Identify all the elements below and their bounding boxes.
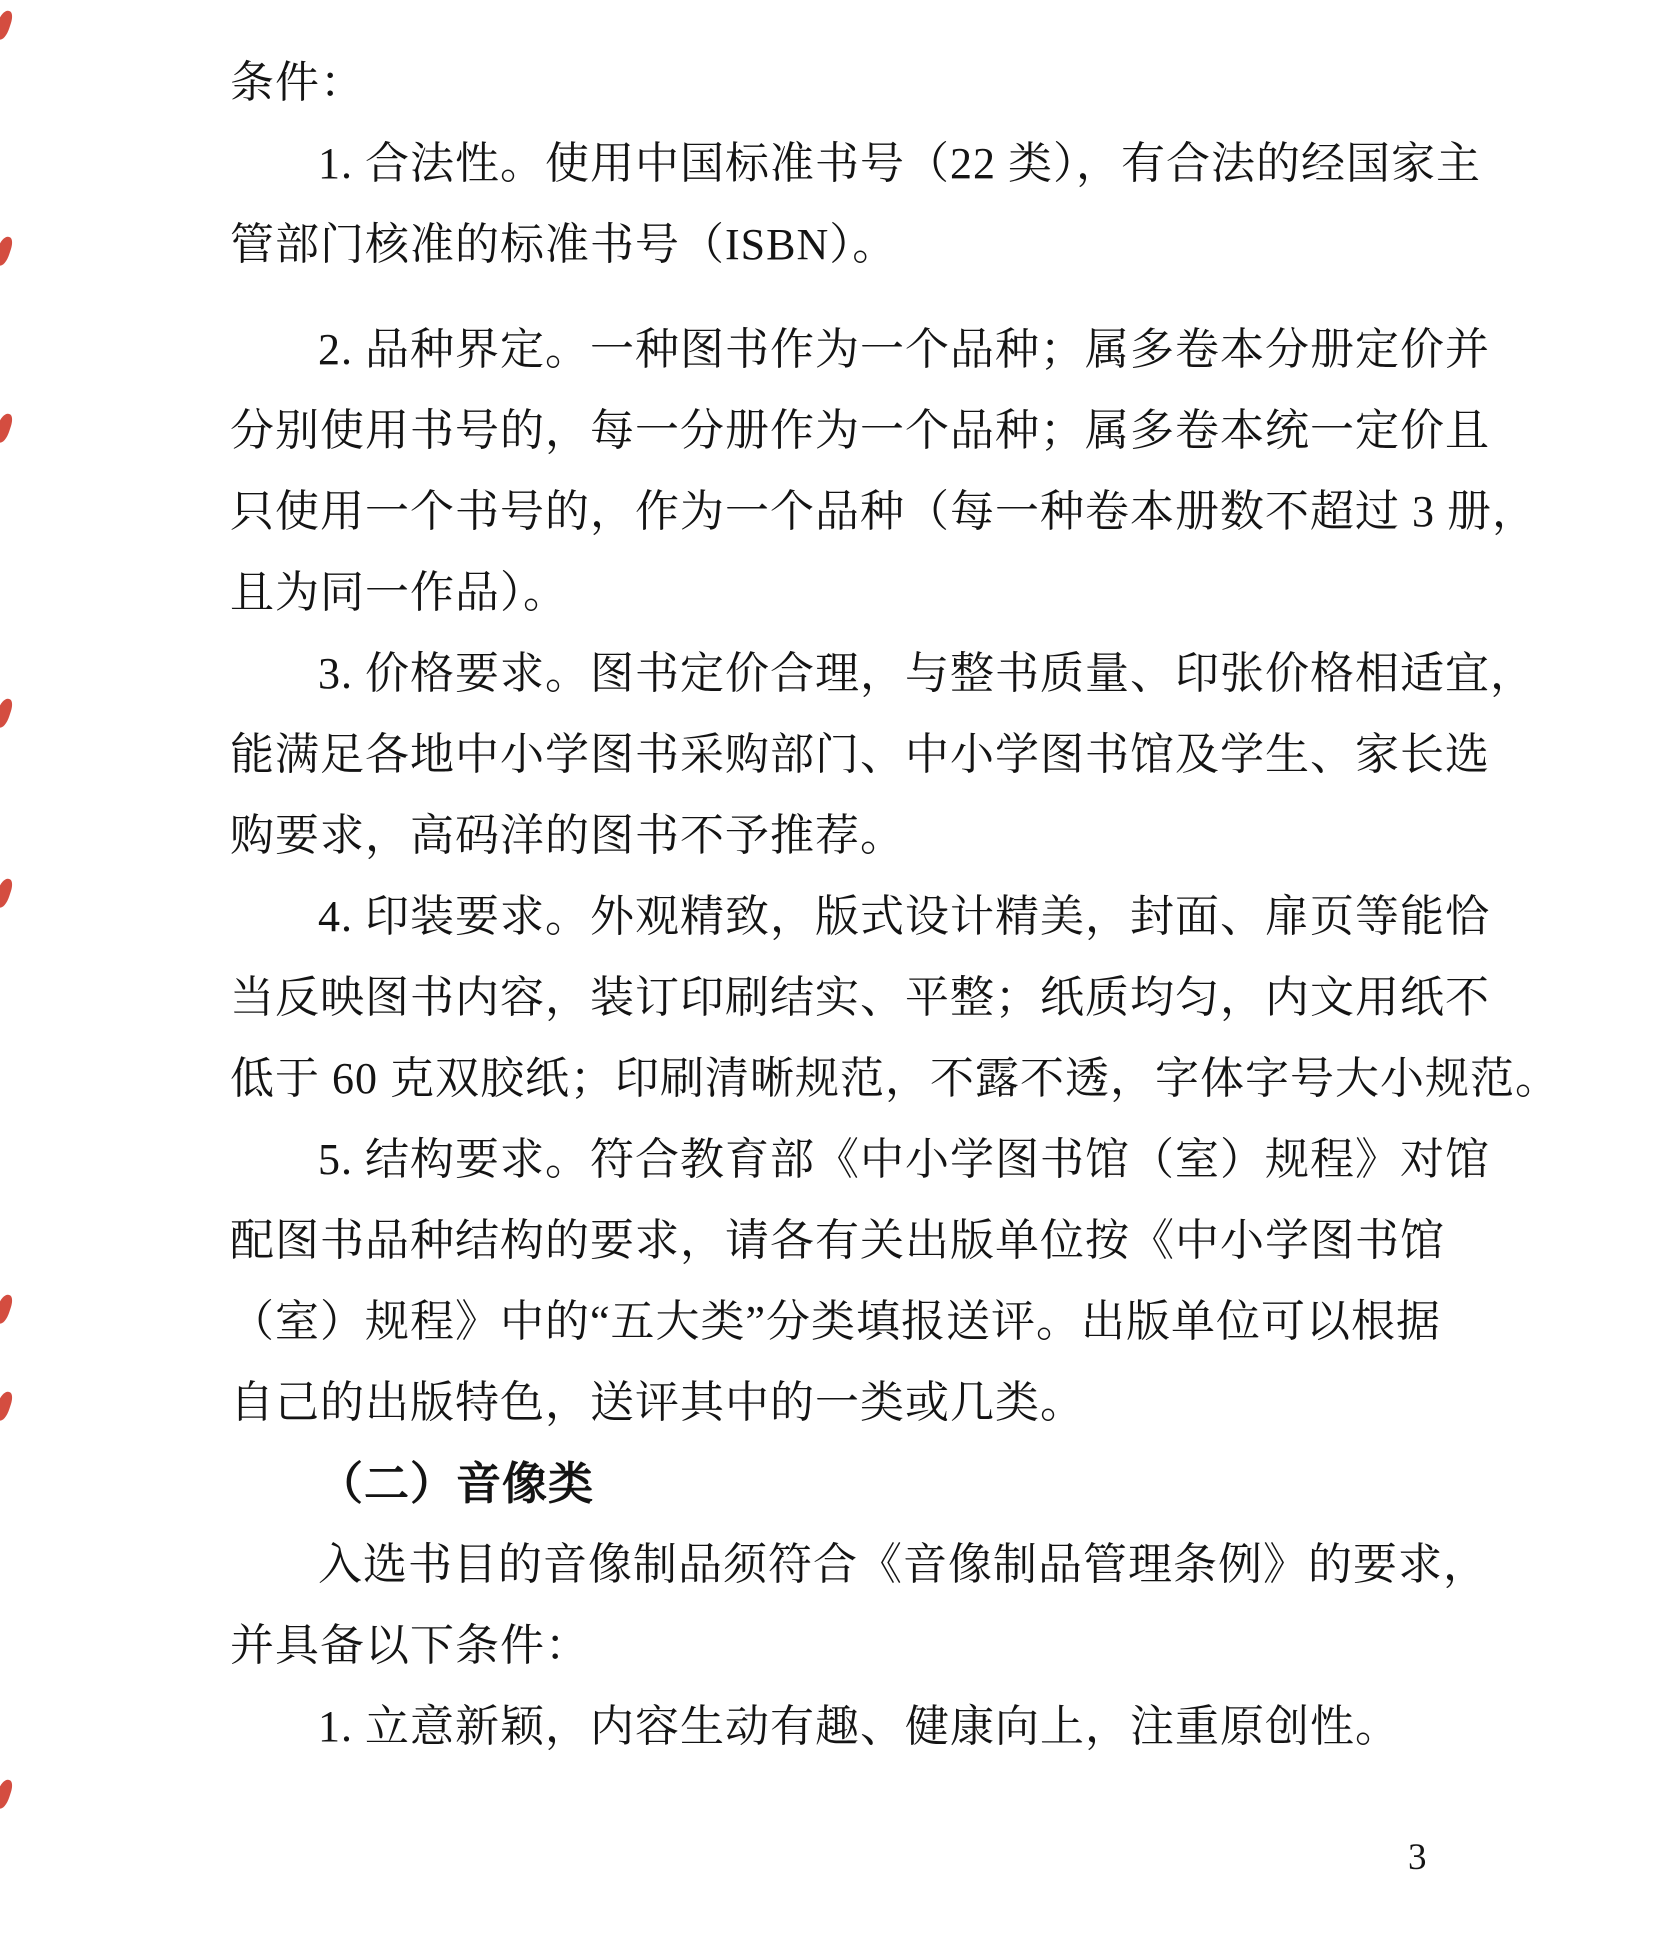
text-line: 自己的出版特色，送评其中的一类或几类。 xyxy=(230,1378,1085,1427)
text-line: 4. 印装要求。外观精致，版式设计精美，封面、扉页等能恰 xyxy=(318,892,1490,941)
text-line: 购要求，高码洋的图书不予推荐。 xyxy=(230,811,905,860)
text-line: 能满足各地中小学图书采购部门、中小学图书馆及学生、家长选 xyxy=(230,730,1490,779)
text-line: 1. 立意新颖，内容生动有趣、健康向上，注重原创性。 xyxy=(318,1702,1400,1751)
text-line: 2. 品种界定。一种图书作为一个品种；属多卷本分册定价并 xyxy=(318,325,1490,374)
text-line: 配图书品种结构的要求，请各有关出版单位按《中小学图书馆 xyxy=(230,1216,1445,1265)
text-line: 当反映图书内容，装订印刷结实、平整；纸质均匀，内文用纸不 xyxy=(230,973,1490,1022)
red-edge-mark xyxy=(0,412,14,445)
text-line: 1. 合法性。使用中国标准书号（22 类），有合法的经国家主 xyxy=(318,139,1481,188)
text-line: 只使用一个书号的，作为一个品种（每一种卷本册数不超过 3 册， xyxy=(230,487,1537,536)
text-line: 5. 结构要求。符合教育部《中小学图书馆（室）规程》对馆 xyxy=(318,1135,1490,1184)
text-line: 并具备以下条件： xyxy=(230,1621,590,1670)
text-line: 3. 价格要求。图书定价合理，与整书质量、印张价格相适宜， xyxy=(318,649,1535,698)
text-line: 条件： xyxy=(230,58,365,107)
edge-marks xyxy=(0,0,20,1937)
document-body xyxy=(230,42,1560,1767)
red-edge-mark xyxy=(0,877,14,910)
section-heading: （二）音像类 xyxy=(318,1458,595,1509)
red-edge-mark xyxy=(0,1390,14,1423)
text-line: 入选书目的音像制品须符合《音像制品管理条例》的要求， xyxy=(318,1540,1488,1589)
red-edge-mark xyxy=(0,235,14,268)
red-edge-mark xyxy=(0,697,14,730)
red-edge-mark xyxy=(0,1778,14,1811)
text-line: 管部门核准的标准书号（ISBN）。 xyxy=(230,220,898,269)
text-line: 且为同一作品）。 xyxy=(230,568,568,617)
text-line: （室）规程》中的“五大类”分类填报送评。出版单位可以根据 xyxy=(230,1297,1442,1346)
page-number: 3 xyxy=(1408,1837,1427,1878)
text-line: 低于 60 克双胶纸；印刷清晰规范，不露不透，字体字号大小规范。 xyxy=(230,1054,1560,1103)
red-edge-mark xyxy=(0,9,14,42)
text-line: 分别使用书号的，每一分册作为一个品种；属多卷本统一定价且 xyxy=(230,406,1490,455)
red-edge-mark xyxy=(0,1293,14,1326)
